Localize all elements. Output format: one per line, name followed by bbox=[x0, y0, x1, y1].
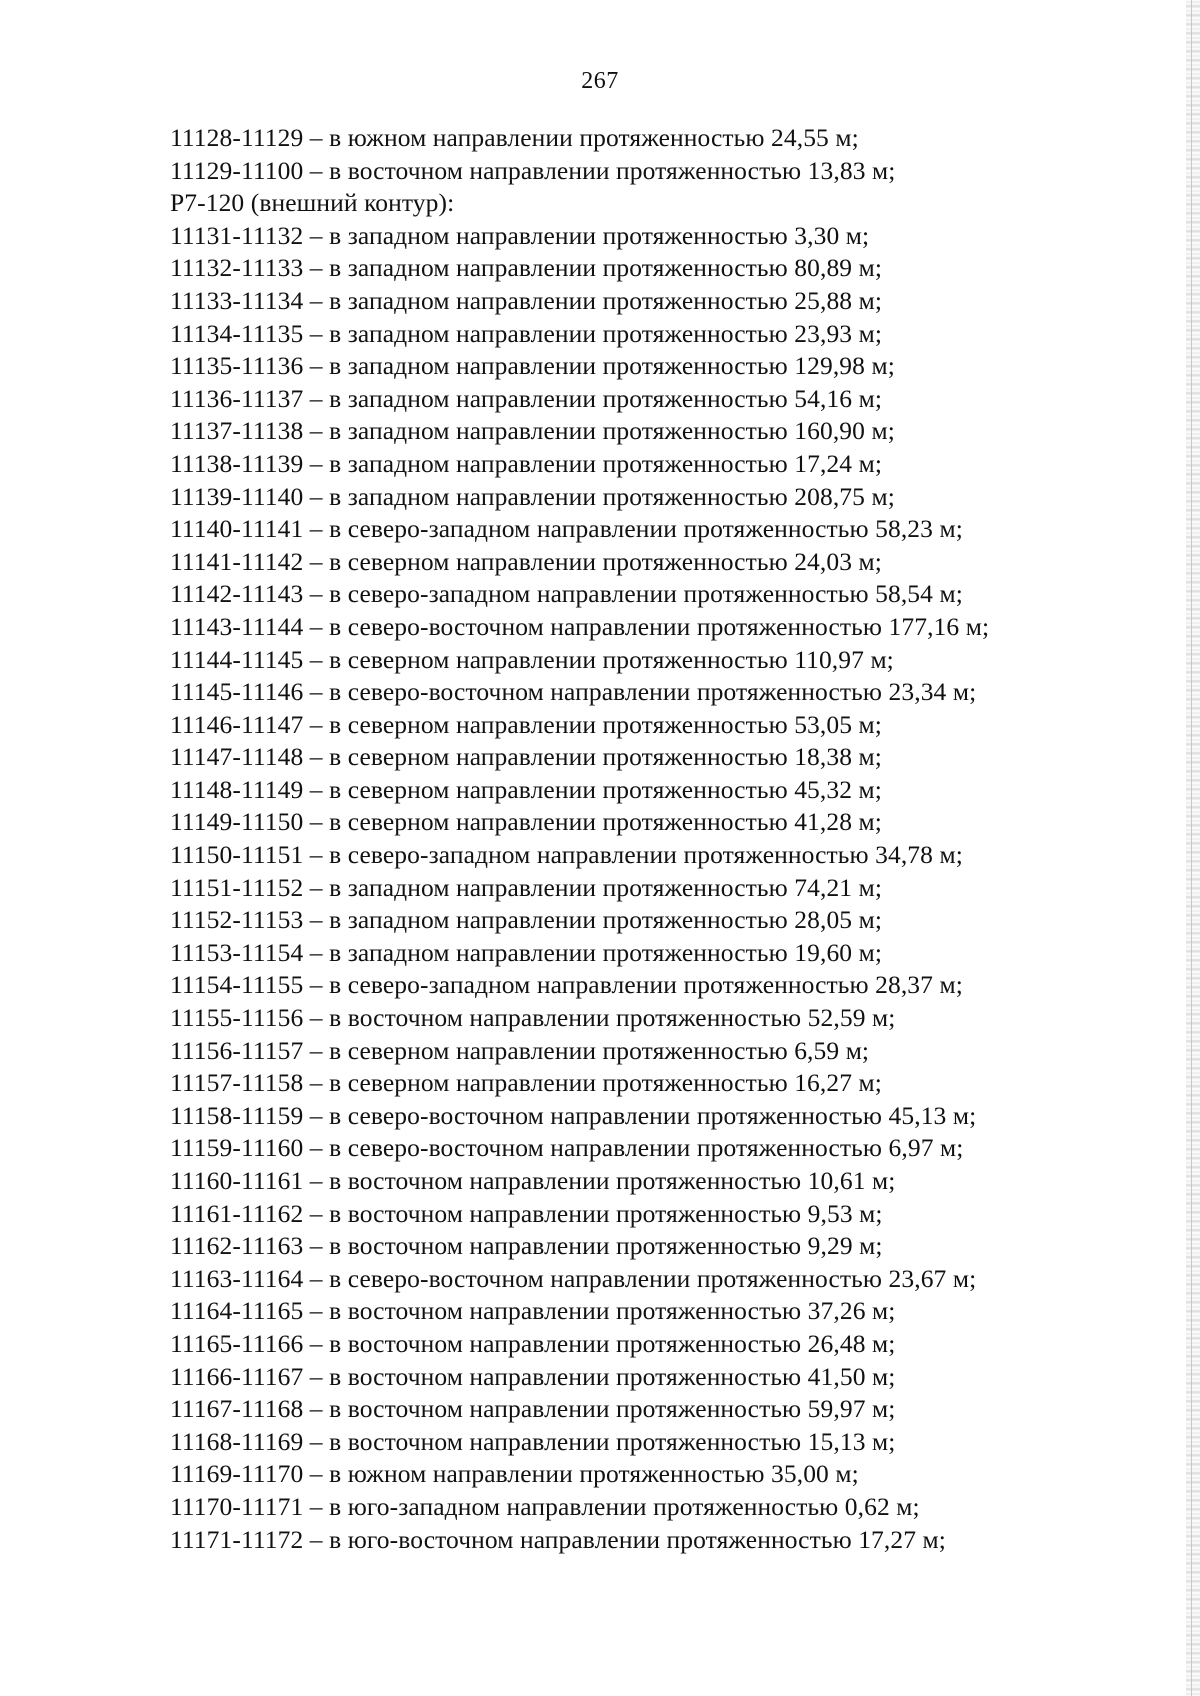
list-item: 11143-11144 – в северо-восточном направлении протяженностью 177,16 м; bbox=[170, 611, 990, 641]
list-item: 11152-11153 – в западном направлении протяженностью 28,05 м; bbox=[170, 905, 883, 935]
list-item: 11155-11156 – в восточном направлении протяженностью 52,59 м; bbox=[170, 1003, 896, 1033]
list-item: 11132-11133 – в западном направлении протяженностью 80,89 м; bbox=[170, 253, 883, 283]
list-item: 11171-11172 – в юго-восточном направлении протяженностью 17,27 м; bbox=[170, 1524, 946, 1554]
boundary-description-list bbox=[170, 122, 1170, 1556]
list-item: 11131-11132 – в западном направлении протяженностью 3,30 м; bbox=[170, 220, 870, 250]
list-item: 11135-11136 – в западном направлении протяженностью 129,98 м; bbox=[170, 351, 895, 381]
list-item: 11148-11149 – в северном направлении протяженностью 45,32 м; bbox=[170, 774, 882, 804]
list-item: 11159-11160 – в северо-восточном направлении протяженностью 6,97 м; bbox=[170, 1133, 964, 1163]
list-item: 11164-11165 – в восточном направлении протяженностью 37,26 м; bbox=[170, 1296, 896, 1326]
scan-edge-line bbox=[1191, 0, 1192, 1696]
list-item: 11156-11157 – в северном направлении протяженностью 6,59 м; bbox=[170, 1035, 870, 1065]
list-item: 11141-11142 – в северном направлении протяженностью 24,03 м; bbox=[170, 546, 882, 576]
list-item: 11146-11147 – в северном направлении протяженностью 53,05 м; bbox=[170, 709, 882, 739]
list-item: 11147-11148 – в северном направлении протяженностью 18,38 м; bbox=[170, 742, 882, 772]
list-item: 11166-11167 – в восточном направлении протяженностью 41,50 м; bbox=[170, 1361, 896, 1391]
list-item: 11134-11135 – в западном направлении протяженностью 23,93 м; bbox=[170, 318, 883, 348]
list-item: 11168-11169 – в восточном направлении протяженностью 15,13 м; bbox=[170, 1426, 896, 1456]
list-item: 11138-11139 – в западном направлении протяженностью 17,24 м; bbox=[170, 448, 883, 478]
section-heading: Р7-120 (внешний контур): bbox=[170, 188, 455, 218]
list-item: 11142-11143 – в северо-западном направлении протяженностью 58,54 м; bbox=[170, 579, 963, 609]
list-item: 11140-11141 – в северо-западном направлении протяженностью 58,23 м; bbox=[170, 514, 963, 544]
list-item: 11154-11155 – в северо-западном направлении протяженностью 28,37 м; bbox=[170, 970, 963, 1000]
list-item: 11162-11163 – в восточном направлении протяженностью 9,29 м; bbox=[170, 1231, 883, 1261]
list-item: 11161-11162 – в восточном направлении протяженностью 9,53 м; bbox=[170, 1198, 883, 1228]
list-item: 11136-11137 – в западном направлении протяженностью 54,16 м; bbox=[170, 383, 883, 413]
list-item: 11139-11140 – в западном направлении протяженностью 208,75 м; bbox=[170, 481, 895, 511]
list-item: 11150-11151 – в северо-западном направлении протяженностью 34,78 м; bbox=[170, 840, 963, 870]
list-item: 11165-11166 – в восточном направлении протяженностью 26,48 м; bbox=[170, 1328, 896, 1358]
list-item: 11128-11129 – в южном направлении протяженностью 24,55 м; bbox=[170, 123, 859, 152]
list-item: 11163-11164 – в северо-восточном направлении протяженностью 23,67 м; bbox=[170, 1263, 977, 1293]
list-item: 11129-11100 – в восточном направлении протяженностью 13,83 м; bbox=[170, 155, 896, 185]
list-item: 11157-11158 – в северном направлении протяженностью 16,27 м; bbox=[170, 1068, 882, 1098]
scan-edge-artifact bbox=[1186, 0, 1200, 1696]
list-item: 11167-11168 – в восточном направлении протяженностью 59,97 м; bbox=[170, 1394, 896, 1424]
list-item: 11144-11145 – в северном направлении протяженностью 110,97 м; bbox=[170, 644, 894, 674]
page-number: 267 bbox=[581, 68, 619, 94]
list-item: 11145-11146 – в северо-восточном направлении протяженностью 23,34 м; bbox=[170, 677, 977, 707]
list-item: 11137-11138 – в западном направлении протяженностью 160,90 м; bbox=[170, 416, 895, 446]
list-item: 11133-11134 – в западном направлении протяженностью 25,88 м; bbox=[170, 285, 883, 315]
list-item: 11149-11150 – в северном направлении протяженностью 41,28 м; bbox=[170, 807, 882, 837]
list-item: 11169-11170 – в южном направлении протяженностью 35,00 м; bbox=[170, 1459, 859, 1489]
list-item: 11160-11161 – в восточном направлении протяженностью 10,61 м; bbox=[170, 1166, 896, 1195]
list-item: 11158-11159 – в северо-восточном направлении протяженностью 45,13 м; bbox=[170, 1100, 977, 1130]
list-item: 11170-11171 – в юго-западном направлении протяженностью 0,62 м; bbox=[170, 1491, 920, 1521]
list-item: 11153-11154 – в западном направлении протяженностью 19,60 м; bbox=[170, 937, 883, 967]
list-item: 11151-11152 – в западном направлении протяженностью 74,21 м; bbox=[170, 872, 883, 902]
